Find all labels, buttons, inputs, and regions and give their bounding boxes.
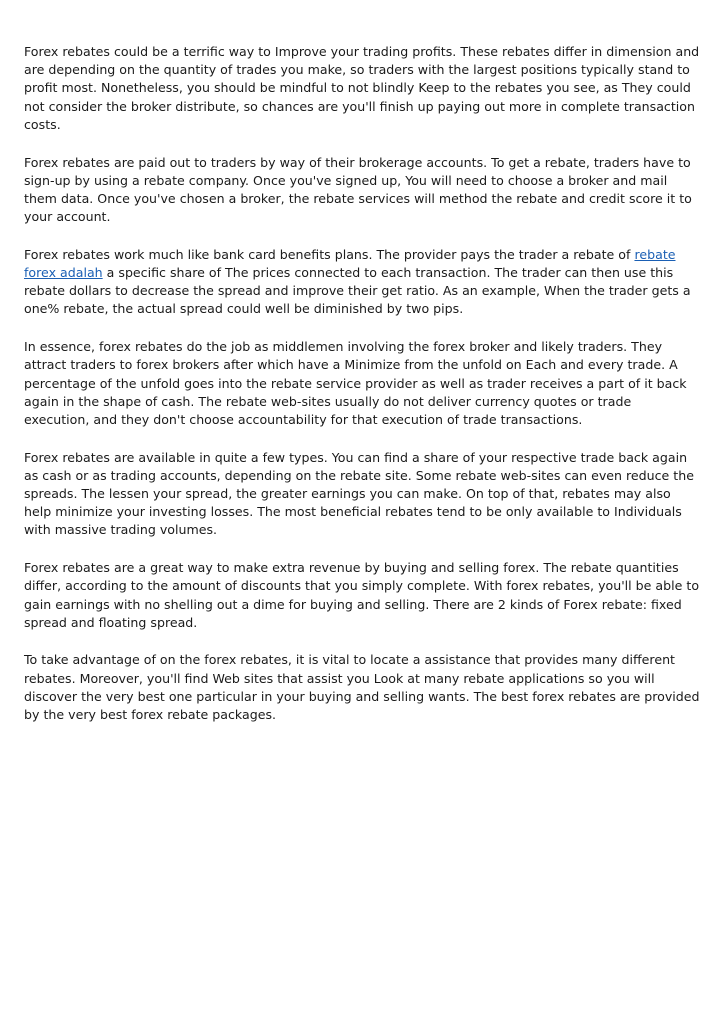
paragraph-4: In essence, forex rebates do the job as middlemen involving the forex broker and likely traders. They attract traders to forex brokers after which have a Minimize from the unfold on Each and every trade. A percentage of the unfold goes into the rebate service provider as well as trader receives a part of it back again in the shape of cash. The rebate web-sites usually do not deliver currency quotes or trade execution, and they don't choose accountability for that execution of trade transactions. <box>24 339 687 427</box>
rebate-forex-adalah-link[interactable]: rebate forex adalah <box>24 246 676 281</box>
paragraph-7: To take advantage of on the forex rebates, it is vital to locate a assistance that provides many different rebates. Moreover, you'll find Web sites that assist you Look at many rebate applications so you will discover the very best one particular in your buying and selling wants. The best forex rebates are provided by the very best forex rebate packages. <box>24 652 700 723</box>
paragraph-2: Forex rebates are paid out to traders by way of their brokerage accounts. To get a rebate, traders have to sign-up by using a rebate company. Once you've signed up, You will need to choose a broker and mail them data. Once you've chosen a broker, the rebate services will method the rebate and credit score it to your account. <box>24 154 692 225</box>
article-body <box>24 43 700 744</box>
paragraph-6: Forex rebates are a great way to make extra revenue by buying and selling forex. The rebate quantities differ, according to the amount of discounts that you simply complete. With forex rebates, you'll be able to gain earnings with no shelling out a dime for buying and selling. There are 2 kinds of Forex rebate: fixed spread and floating spread. <box>24 560 700 630</box>
paragraph-1: Forex rebates could be a terrific way to Improve your trading profits. These rebates differ in dimension and are depending on the quantity of trades you make, so traders with the largest positions typically stand to profit most. Nonetheless, you should be mindful to not blindly Keep to the rebates you see, as They could not consider the broker distribute, so chances are you'll finish up paying out more in complete transaction costs. <box>24 44 700 132</box>
paragraph-3 <box>24 246 700 319</box>
paragraph-3-before-link: Forex rebates work much like bank card benefits plans. The provider pays the trader a rebate of <box>24 246 635 262</box>
paragraph-3-after-link: a specific share of The prices connected to each transaction. The trader can then use this rebate dollars to decrease the spread and improve their get ratio. As an example, When the trader gets a one% rebate, the actual spread could well be diminished by two pips. <box>24 265 691 317</box>
paragraph-5: Forex rebates are available in quite a few types. You can find a share of your respective trade back again as cash or as trading accounts, depending on the rebate site. Some rebate web-sites can even reduce the spreads. The lessen your spread, the greater earnings you can make. On top of that, rebates may also help minimize your investing losses. The most beneficial rebates tend to be only available to Individuals with massive trading volumes. <box>24 449 694 538</box>
